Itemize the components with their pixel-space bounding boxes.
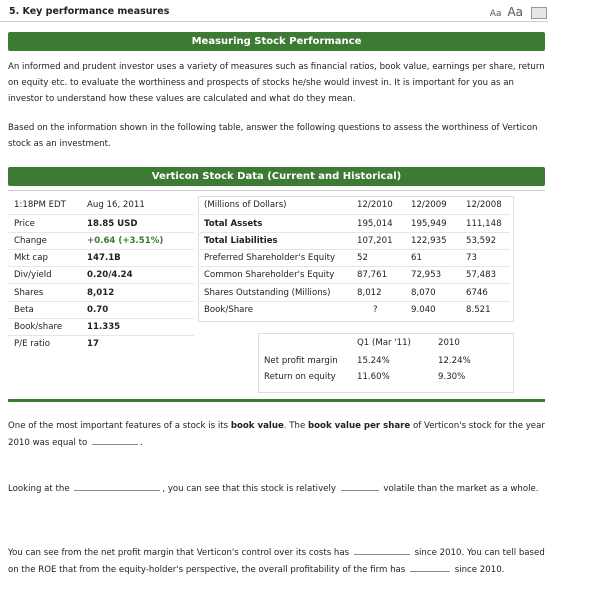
value-price: 18.85 USD: [87, 219, 138, 229]
fin-header-label: (Millions of Dollars): [204, 200, 287, 210]
fin-cell-unknown: ?: [373, 305, 378, 315]
table-banner: Verticon Stock Data (Current and Historical): [8, 167, 545, 186]
q1-text: of Verticon's stock for the year 2010 was equal to: [8, 421, 545, 448]
print-icon[interactable]: [531, 7, 547, 19]
q3-text: You can see from the net profit margin that Verticon's control over its costs has: [8, 548, 350, 558]
fin-cell: 195,014: [357, 219, 393, 229]
ratio-cell: 9.30%: [438, 372, 466, 382]
fin-cell: 9.040: [411, 305, 436, 315]
question-title: 5. Key performance measures: [9, 6, 170, 17]
fin-cell: 53,592: [466, 236, 497, 246]
q1-text: One of the most important features of a stock is its: [8, 421, 231, 431]
value-pe-ratio: 17: [87, 339, 99, 349]
header-divider: [0, 21, 548, 22]
fin-label-preferred-equity: Preferred Shareholder's Equity: [204, 253, 336, 263]
toolbar: [490, 5, 547, 19]
row-divider: [8, 232, 194, 233]
fin-header-2010: 12/2010: [357, 200, 393, 210]
fin-header-2008: 12/2008: [466, 200, 502, 210]
q2-answer-blank-2[interactable]: [341, 480, 379, 491]
ratio-cell: 15.24%: [357, 356, 390, 366]
quote-time: 1:18PM EDT: [14, 200, 66, 210]
label-mkt-cap: Mkt cap: [14, 253, 48, 263]
fin-label-shares-outstanding: Shares Outstanding (Millions): [204, 288, 331, 298]
row-divider: [8, 266, 194, 267]
label-shares: Shares: [14, 288, 44, 298]
row-divider: [200, 232, 510, 233]
q2-answer-blank-1[interactable]: [74, 480, 160, 491]
fin-cell: 6746: [466, 288, 488, 298]
row-divider: [200, 283, 510, 284]
quote-date: Aug 16, 2011: [87, 200, 145, 210]
value-div-yield: 0.20/4.24: [87, 270, 133, 280]
intro-paragraph: An informed and prudent investor uses a variety of measures such as financial ratios, book value, earnings per share, return on equity etc. to evaluate the worthiness and prospects of stocks he/she would invest in. It is important for you as an investor to understand how these values are calculated and what do they mean.: [8, 62, 545, 104]
ratio-header-2010: 2010: [438, 338, 460, 348]
label-book-share: Book/share: [14, 322, 63, 332]
fin-label-total-liabilities: Total Liabilities: [204, 236, 278, 246]
fin-cell: 122,935: [411, 236, 447, 246]
row-divider: [8, 301, 194, 302]
value-mkt-cap: 147.1B: [87, 253, 121, 263]
fin-cell: 52: [357, 253, 368, 263]
fin-header-2009: 12/2009: [411, 200, 447, 210]
q2-text: volatile than the market as a whole.: [383, 484, 539, 494]
ratio-cell: 11.60%: [357, 372, 390, 382]
fin-label-book-share: Book/Share: [204, 305, 254, 315]
ratio-label-npm: Net profit margin: [264, 356, 338, 366]
question-2: [8, 480, 548, 497]
label-price: Price: [14, 219, 35, 229]
q3-answer-blank-2[interactable]: [410, 561, 450, 572]
q3-text: since 2010. You can tell based on the ROE that from the equity-holder's perspective, the overall profitability of the firm has: [8, 548, 545, 575]
label-beta: Beta: [14, 305, 34, 315]
fin-cell: 61: [411, 253, 422, 263]
row-divider: [8, 214, 194, 215]
fin-cell: 195,949: [411, 219, 447, 229]
q1-text: . The: [283, 421, 308, 431]
section-banner: Measuring Stock Performance: [8, 32, 545, 51]
fin-cell: 107,201: [357, 236, 393, 246]
value-beta: 0.70: [87, 305, 109, 315]
label-change: Change: [14, 236, 47, 246]
fin-cell: 87,761: [357, 270, 388, 280]
question-3: [8, 544, 548, 578]
fin-cell: 72,953: [411, 270, 442, 280]
label-pe-ratio: P/E ratio: [14, 339, 51, 349]
row-divider: [200, 214, 510, 215]
question-1: [8, 418, 548, 451]
q1-answer-blank[interactable]: [92, 434, 138, 445]
fin-label-total-assets: Total Assets: [204, 219, 263, 229]
fin-cell: 73: [466, 253, 477, 263]
q1-text: .: [140, 438, 143, 448]
row-divider: [200, 301, 510, 302]
fin-cell: 8,012: [357, 288, 382, 298]
label-div-yield: Div/yield: [14, 270, 52, 280]
value-change: +0.64 (+3.51%): [87, 236, 164, 246]
font-increase-button[interactable]: Aa: [507, 5, 523, 19]
q1-bold-text: book value per share: [307, 421, 411, 431]
ratio-header-q1: Q1 (Mar '11): [357, 338, 411, 348]
q2-text: Looking at the: [8, 484, 70, 494]
q3-text: since 2010.: [454, 565, 505, 575]
fin-cell: 8,070: [411, 288, 436, 298]
table-top-divider: [8, 190, 545, 191]
row-divider: [8, 249, 194, 250]
row-divider: [200, 249, 510, 250]
q1-bold-text: book value: [230, 421, 284, 431]
fin-cell: 111,148: [466, 219, 502, 229]
ratio-cell: 12.24%: [438, 356, 471, 366]
row-divider: [8, 318, 194, 319]
fin-cell: 8.521: [466, 305, 491, 315]
q3-answer-blank-1[interactable]: [354, 544, 410, 555]
instruction-paragraph: Based on the information shown in the following table, answer the following questions to assess the worthiness of Verticon stock as an investment.: [8, 123, 538, 149]
value-book-share: 11.335: [87, 322, 121, 332]
q2-text: , you can see that this stock is relatively: [162, 484, 336, 494]
fin-cell: 57,483: [466, 270, 497, 280]
value-shares: 8,012: [87, 288, 115, 298]
fin-label-common-equity: Common Shareholder's Equity: [204, 270, 335, 280]
ratio-label-roe: Return on equity: [264, 372, 336, 382]
row-divider: [8, 283, 194, 284]
table-bottom-rule: [8, 399, 545, 402]
row-divider: [200, 266, 510, 267]
font-decrease-button[interactable]: Aa: [489, 9, 502, 19]
row-divider: [8, 335, 194, 336]
